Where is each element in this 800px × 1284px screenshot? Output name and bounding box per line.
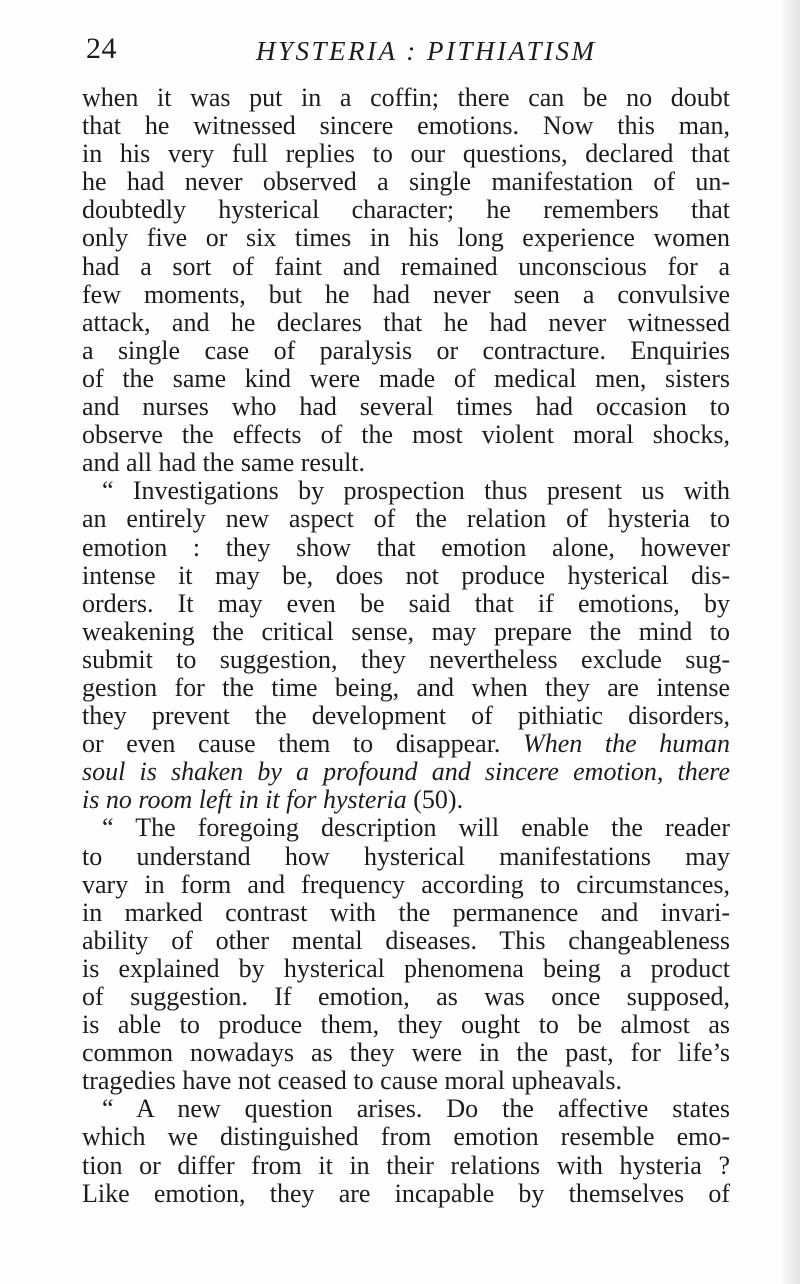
text-segment: or even cause them to disappear. [82,729,501,759]
text-line: vary in form and frequency according to circumstances, [82,869,730,899]
text-line: emotion : they show that emotion alone, however [82,532,730,562]
text-line: he had never observed a single manifestation of un- [82,167,730,197]
text-line: doubtedly hysterical character; he remembers that [82,195,730,225]
text-line: few moments, but he had never seen a convulsive [82,279,730,309]
italic-quote: is no room left in it for hysteria [82,785,407,815]
page-header [86,30,746,70]
text-line: common nowadays as they were in the past, for life’s [82,1038,730,1068]
text-line: “ A new question arises. Do the affective states [102,1094,730,1124]
running-head: HYSTERIA : PITHIATISM [256,36,597,66]
text-line: had a sort of faint and remained unconscious for a [82,251,730,281]
text-line: Like emotion, they are incapable by themselves of [82,1178,730,1208]
text-line: and all had the same result. [82,448,366,478]
text-line: is explained by hysterical phenomena being a product [82,953,730,983]
text-line [82,786,730,814]
text-line: “ Investigations by prospection thus present us with [102,476,730,506]
text-line: they prevent the development of pithiatic disorders, [82,701,730,731]
text-line: and nurses who had several times had occasion to [82,392,730,422]
text-line: to understand how hysterical manifestations may [82,841,730,871]
page-number: 24 [86,32,117,65]
text-line: “ The foregoing description will enable the reader [102,813,730,843]
text-line: intense it may be, does not produce hysterical dis- [82,560,730,590]
body-text [82,84,730,1208]
text-line: is able to produce them, they ought to be almost as [82,1010,730,1040]
text-line: tragedies have not ceased to cause moral upheavals. [82,1066,622,1096]
italic-quote: When the human [523,729,730,759]
text-line [82,730,730,758]
text-line: submit to suggestion, they nevertheless exclude sug- [82,644,730,674]
text-line: which we distinguished from emotion resemble emo- [82,1122,730,1152]
italic-quote-line: soul is shaken by a profound and sincere emotion, there [82,757,730,787]
text-line: a single case of paralysis or contracture. Enquiries [82,335,730,365]
text-line: tion or differ from it in their relations with hysteria ? [82,1150,730,1180]
text-line: only five or six times in his long experience women [82,223,730,253]
text-line: ability of other mental diseases. This changeableness [82,925,730,955]
text-line: in his very full replies to our questions, declared that [82,139,730,169]
text-line: orders. It may even be said that if emotions, by [82,588,730,618]
text-line: weakening the critical sense, may prepare the mind to [82,616,730,646]
text-line: of suggestion. If emotion, as was once supposed, [82,982,730,1011]
text-line: observe the effects of the most violent moral shocks, [82,420,730,450]
text-line: when it was put in a coffin; there can be no doubt [82,83,730,112]
text-line: of the same kind were made of medical men, sisters [82,363,730,393]
text-line: that he witnessed sincere emotions. Now this man, [82,111,730,141]
text-line: attack, and he declares that he had never witnessed [82,307,730,337]
citation-number: (50). [413,785,464,815]
text-line: in marked contrast with the permanence and invari- [82,897,730,927]
text-line: an entirely new aspect of the relation of hysteria to [82,504,730,534]
text-line: gestion for the time being, and when they are intense [82,672,730,702]
page-edge-shadow [782,0,800,1284]
